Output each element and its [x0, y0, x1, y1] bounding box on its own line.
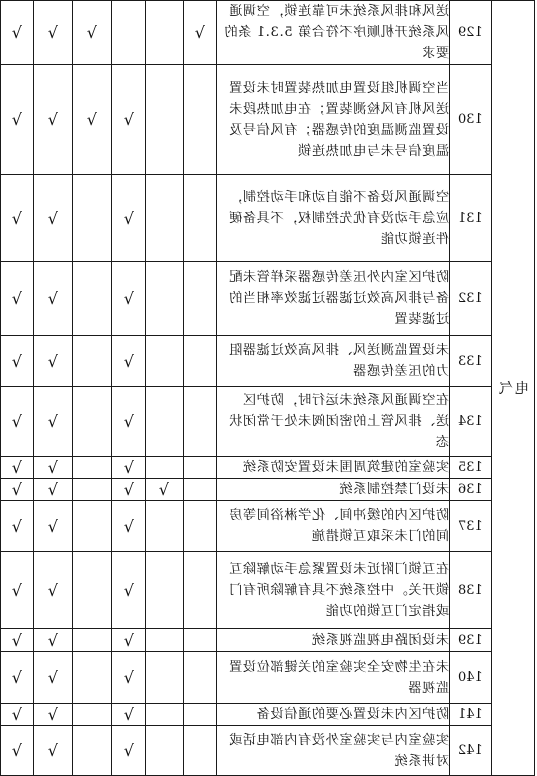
table-row [1, 336, 535, 387]
check-mark-icon: √ [123, 516, 134, 536]
check-cell [112, 652, 146, 704]
check-cell [146, 552, 183, 629]
item-description: 未设闭路电视监视系统 [217, 629, 450, 652]
check-cell [33, 175, 72, 262]
check-cell [112, 704, 146, 726]
check-cell [112, 726, 146, 776]
check-cell [146, 704, 183, 726]
category-cell: 电气 [491, 1, 534, 776]
item-number: 134 [450, 387, 491, 457]
check-cell [183, 629, 217, 652]
check-cell [73, 336, 112, 387]
item-number: 139 [450, 629, 491, 652]
item-description: 防护区内的缓冲间、化学淋浴间等房间的门未采取互锁措施 [217, 501, 450, 552]
table-row [1, 704, 535, 726]
check-cell [33, 552, 72, 629]
item-description: 在互锁门附近未设置紧急手动解除互锁开关。中控系统不具有解除所有门或指定门互锁的功能 [217, 552, 450, 629]
check-cell [112, 501, 146, 552]
check-mark-icon: √ [47, 580, 59, 600]
table-row [1, 629, 535, 652]
item-number: 135 [450, 457, 491, 479]
check-cell [73, 65, 112, 175]
check-cell [112, 629, 146, 652]
check-mark-icon: √ [11, 516, 23, 536]
item-description: 送风和排风系统未可靠连锁，空调通风系统开机顺序不符合第 5.3.1 条的要求 [217, 1, 450, 65]
check-mark-icon: √ [123, 208, 134, 228]
item-description: 当空调机组设置电加热装置时未设置送风机有风检测装置；在电加热段未设置监测温度的传感器；有风信号及温度信号未与电加热连锁 [217, 65, 450, 175]
check-cell [1, 175, 34, 262]
item-description: 空调通风设备不能自动和手动控制，应急手动没有优先控制权，不具备硬件连锁功能 [217, 175, 450, 262]
item-description: 在空调通风系统未运行时，防护区送、排风管上的密闭阀未处于常闭状态 [217, 387, 450, 457]
table-row [1, 726, 535, 776]
check-cell [183, 1, 217, 65]
check-cell [112, 336, 146, 387]
check-cell [33, 457, 72, 479]
check-cell [183, 175, 217, 262]
check-mark-icon: √ [11, 412, 23, 431]
item-description: 防护区内未设置必要的通信设备 [217, 704, 450, 726]
check-cell [1, 704, 34, 726]
check-mark-icon: √ [47, 516, 59, 536]
check-cell [183, 704, 217, 726]
check-mark-icon: √ [47, 23, 59, 42]
table-row [1, 1, 535, 65]
check-mark-icon: √ [11, 289, 23, 308]
check-mark-icon: √ [123, 741, 134, 760]
check-mark-icon: √ [123, 289, 134, 308]
item-number: 131 [450, 175, 491, 262]
item-number: 130 [450, 65, 491, 175]
table-body [1, 1, 535, 776]
check-cell [33, 501, 72, 552]
table-row [1, 552, 535, 629]
check-cell [183, 262, 217, 336]
check-cell [73, 1, 112, 65]
check-cell [146, 1, 183, 65]
check-mark-icon: √ [11, 23, 23, 42]
item-number: 138 [450, 552, 491, 629]
table-row [1, 262, 535, 336]
check-mark-icon: √ [87, 110, 98, 129]
item-number: 132 [450, 262, 491, 336]
check-cell [73, 175, 112, 262]
check-cell [73, 387, 112, 457]
check-cell [146, 387, 183, 457]
check-cell [1, 65, 34, 175]
check-cell [73, 629, 112, 652]
check-mark-icon: √ [47, 289, 59, 308]
check-cell [33, 65, 72, 175]
check-cell [146, 262, 183, 336]
item-description: 实验室的建筑周围未设置安防系统 [217, 457, 450, 479]
check-mark-icon: √ [47, 668, 59, 687]
check-cell [73, 479, 112, 501]
check-mark-icon: √ [11, 110, 23, 129]
item-description: 未设置监测送风、排风高效过滤器阻力的压差传感器 [217, 336, 450, 387]
check-mark-icon: √ [123, 110, 134, 129]
check-cell [183, 65, 217, 175]
check-mark-icon: √ [159, 480, 170, 499]
check-cell [73, 501, 112, 552]
check-cell [183, 552, 217, 629]
check-cell [146, 479, 183, 501]
check-cell [1, 457, 34, 479]
check-cell [112, 65, 146, 175]
item-number: 129 [450, 1, 491, 65]
check-mark-icon: √ [11, 480, 23, 499]
check-cell [1, 336, 34, 387]
check-mark-icon: √ [11, 208, 23, 228]
check-cell [183, 652, 217, 704]
check-mark-icon: √ [47, 110, 59, 129]
check-mark-icon: √ [11, 458, 23, 477]
item-description: 未在生物安全实验室的关键部位设置监视器 [217, 652, 450, 704]
check-cell [33, 387, 72, 457]
item-number: 133 [450, 336, 491, 387]
check-cell [1, 387, 34, 457]
check-cell [112, 479, 146, 501]
check-cell [146, 457, 183, 479]
check-mark-icon: √ [123, 458, 134, 477]
item-description: 未设门禁控制系统 [217, 479, 450, 501]
check-mark-icon: √ [11, 351, 23, 371]
check-mark-icon: √ [194, 23, 206, 42]
check-cell [146, 336, 183, 387]
item-number: 136 [450, 479, 491, 501]
check-mark-icon: √ [11, 630, 23, 650]
check-mark-icon: √ [47, 480, 59, 499]
check-mark-icon: √ [123, 351, 134, 371]
check-mark-icon: √ [87, 23, 98, 42]
check-cell [146, 501, 183, 552]
check-mark-icon: √ [47, 458, 59, 477]
check-cell [1, 652, 34, 704]
check-cell [1, 1, 34, 65]
check-mark-icon: √ [47, 741, 59, 760]
check-cell [112, 175, 146, 262]
check-cell [146, 726, 183, 776]
check-cell [146, 629, 183, 652]
check-cell [112, 1, 146, 65]
check-mark-icon: √ [47, 351, 59, 371]
table-row [1, 175, 535, 262]
check-cell [183, 479, 217, 501]
check-cell [1, 479, 34, 501]
table-row [1, 652, 535, 704]
check-cell [1, 726, 34, 776]
check-cell [73, 652, 112, 704]
check-cell [73, 726, 112, 776]
check-cell [183, 726, 217, 776]
check-cell [73, 262, 112, 336]
check-cell [73, 704, 112, 726]
item-number: 142 [450, 726, 491, 776]
check-cell [146, 65, 183, 175]
check-mark-icon: √ [11, 741, 23, 760]
item-description: 防护区室内外压差传感器采样管未配备与排风高效过滤器过滤效率相当的过滤装置 [217, 262, 450, 336]
check-cell [73, 552, 112, 629]
check-mark-icon: √ [11, 705, 23, 724]
table-row [1, 479, 535, 501]
item-number: 137 [450, 501, 491, 552]
check-mark-icon: √ [123, 580, 134, 600]
check-mark-icon: √ [47, 630, 59, 650]
check-cell [183, 501, 217, 552]
check-cell [33, 336, 72, 387]
check-mark-icon: √ [123, 668, 134, 687]
check-cell [33, 629, 72, 652]
table-row [1, 65, 535, 175]
item-description: 实验室内与实验室外没有内部电话或对讲系统 [217, 726, 450, 776]
check-mark-icon: √ [47, 412, 59, 431]
check-cell [146, 175, 183, 262]
check-cell [112, 457, 146, 479]
check-cell [73, 457, 112, 479]
check-cell [112, 387, 146, 457]
check-mark-icon: √ [123, 412, 134, 431]
check-mark-icon: √ [11, 580, 23, 600]
check-cell [33, 1, 72, 65]
item-number: 141 [450, 704, 491, 726]
check-cell [33, 652, 72, 704]
check-cell [33, 704, 72, 726]
check-cell [183, 336, 217, 387]
check-cell [1, 501, 34, 552]
check-cell [146, 652, 183, 704]
table-row [1, 387, 535, 457]
check-cell [183, 387, 217, 457]
check-mark-icon: √ [123, 480, 134, 499]
check-cell [112, 262, 146, 336]
check-mark-icon: √ [123, 630, 134, 650]
check-cell [33, 479, 72, 501]
check-mark-icon: √ [11, 668, 23, 687]
table-row [1, 501, 535, 552]
check-cell [33, 262, 72, 336]
check-mark-icon: √ [123, 705, 134, 724]
check-cell [33, 726, 72, 776]
check-mark-icon: √ [47, 208, 59, 228]
check-cell [1, 629, 34, 652]
check-cell [1, 552, 34, 629]
table-row [1, 457, 535, 479]
check-cell [112, 552, 146, 629]
item-number: 140 [450, 652, 491, 704]
check-mark-icon: √ [47, 705, 59, 724]
check-cell [183, 457, 217, 479]
check-cell [1, 262, 34, 336]
